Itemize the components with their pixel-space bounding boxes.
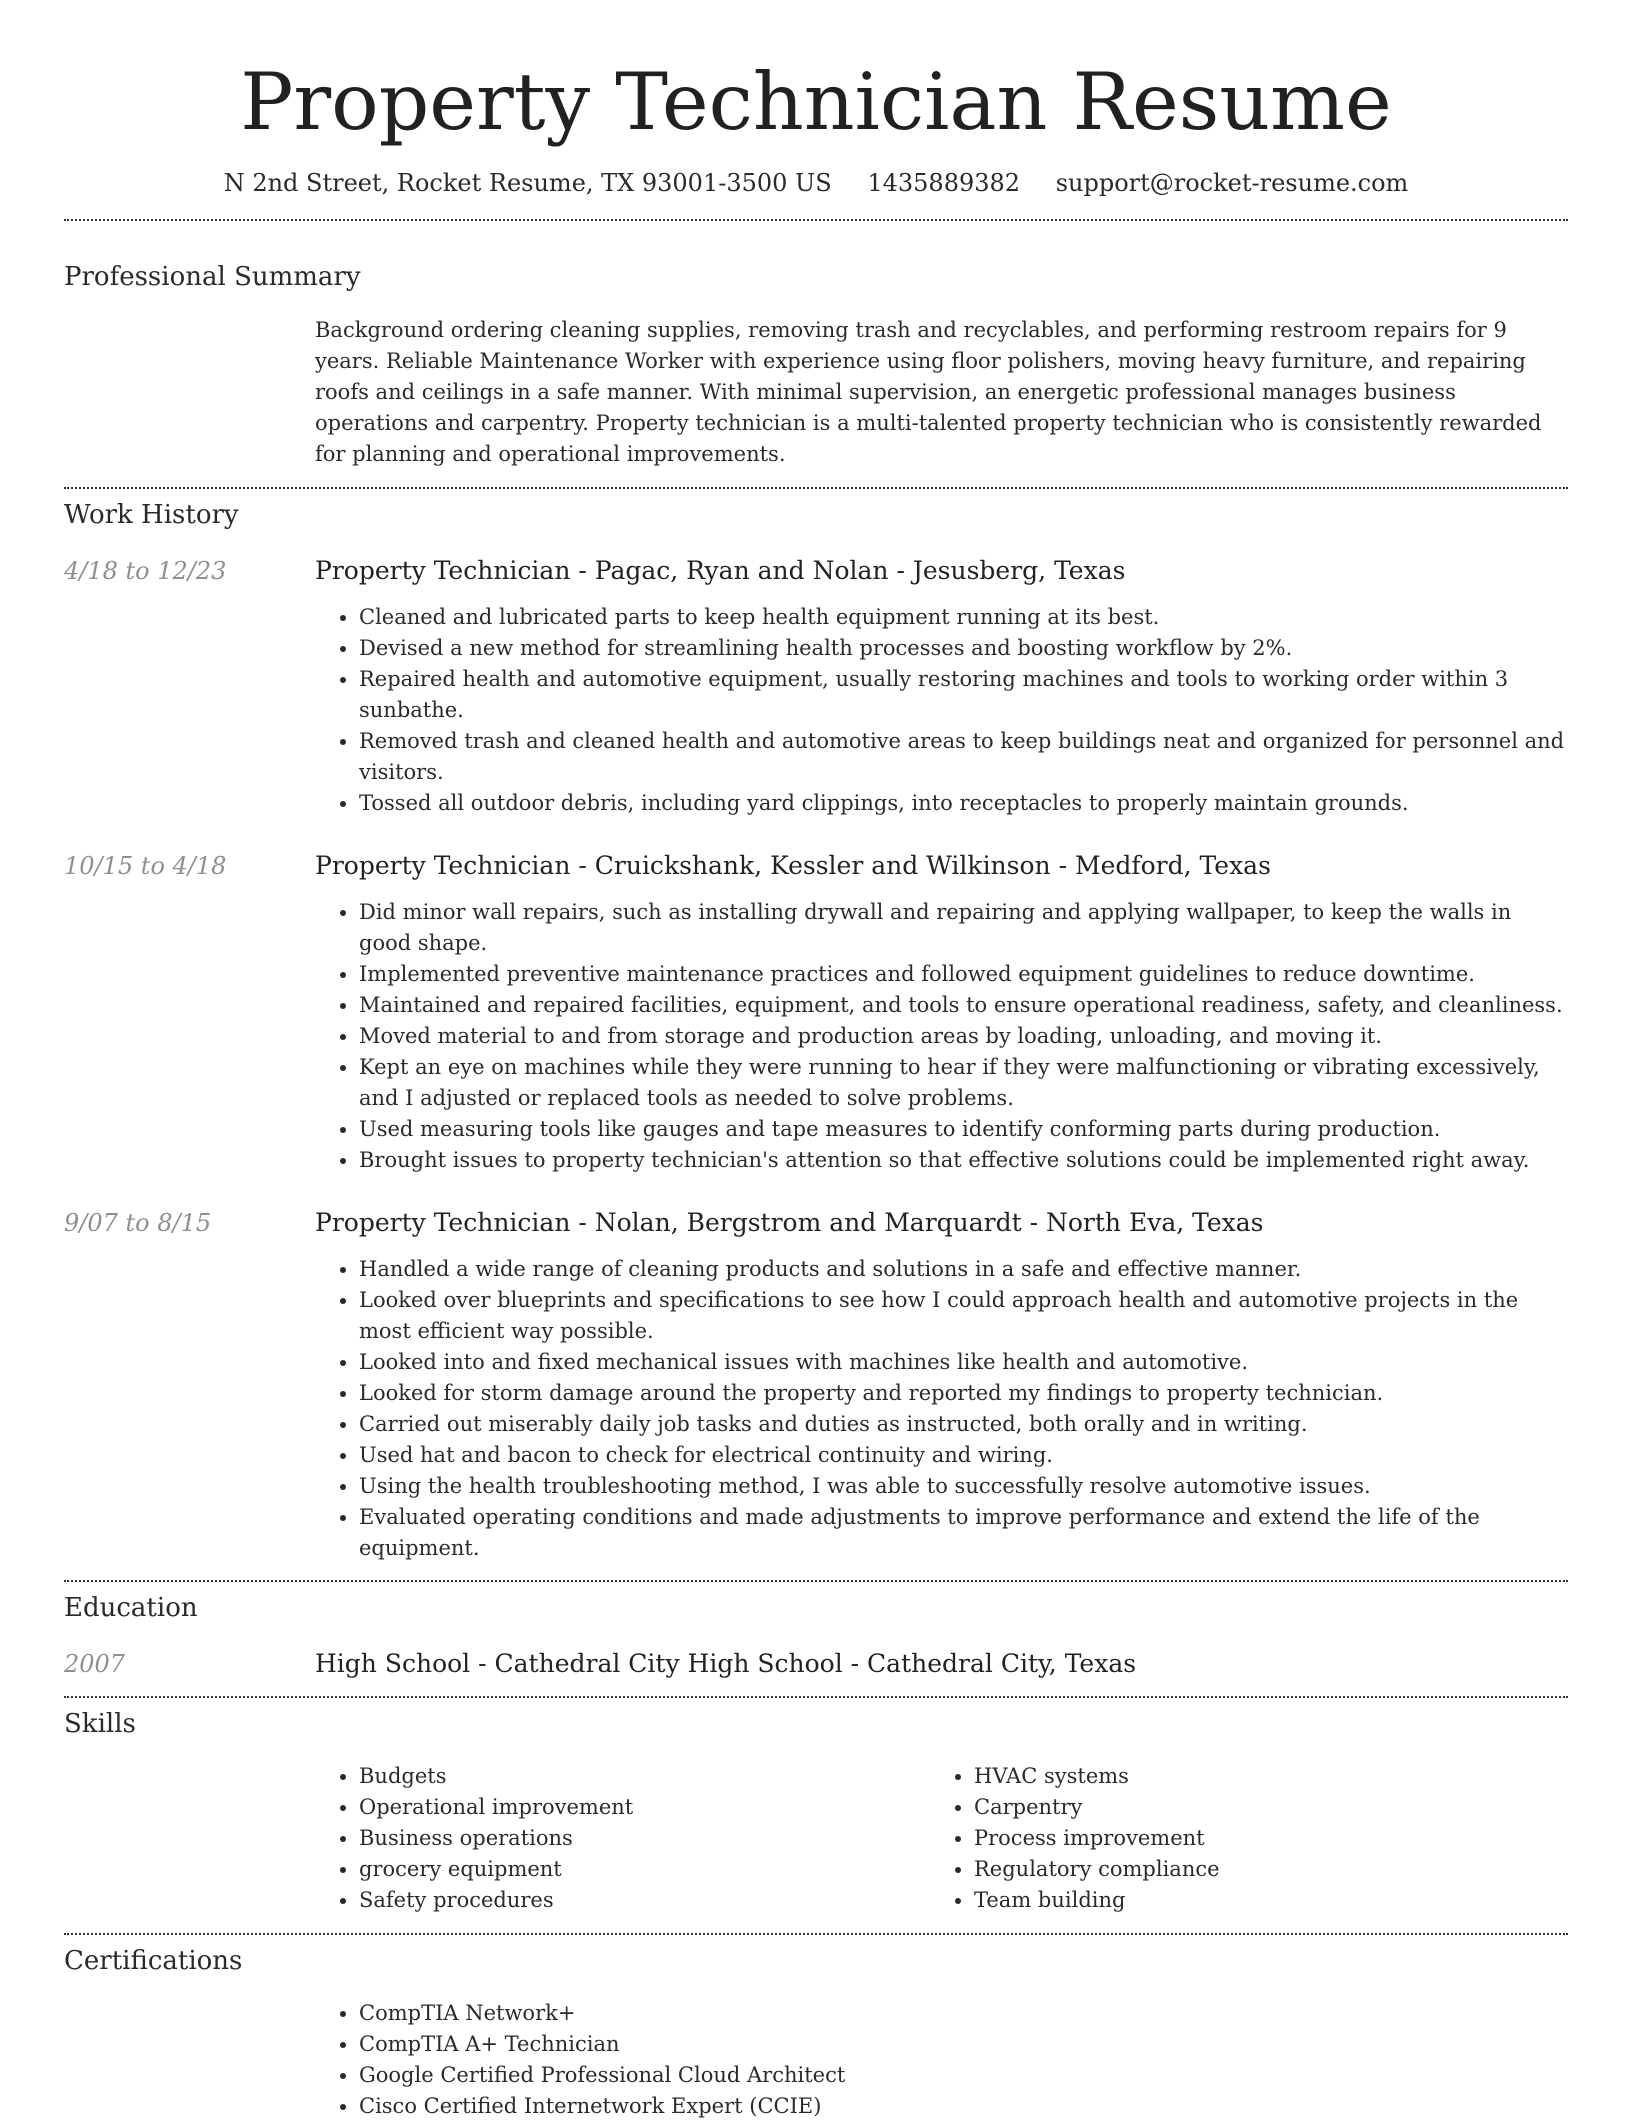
list-item: • Looked over blueprints and specifications to see how I could approach health and automotive projects in the most efficient way possible. (359, 1285, 1568, 1347)
job-title: Property Technician - Pagac, Ryan and Nolan - Jesusberg, Texas (315, 556, 1126, 585)
section-title-summary: Professional Summary (64, 262, 361, 292)
job-title: Property Technician - Cruickshank, Kessler and Wilkinson - Medford, Texas (315, 851, 1271, 880)
section-title-work-history: Work History (64, 500, 239, 530)
education-entry (64, 1647, 1568, 1681)
list-item: • Tossed all outdoor debris, including yard clippings, into receptacles to properly maintain grounds. (359, 788, 1568, 819)
job-bullets (315, 602, 1568, 819)
education-year: 2007 (64, 1650, 126, 1678)
divider (64, 1933, 1568, 1935)
education-title: High School - Cathedral City High School - Cathedral City, Texas (315, 1649, 1137, 1678)
list-item: • Implemented preventive maintenance practices and followed equipment guidelines to reduce downtime. (359, 959, 1568, 990)
contact-phone: 1435889382 (867, 169, 1021, 197)
list-item: • Operational improvement (359, 1792, 930, 1823)
list-item: • Used measuring tools like gauges and tape measures to identify conforming parts during production. (359, 1114, 1568, 1145)
summary-text: Background ordering cleaning supplies, removing trash and recyclables, and performing restroom repairs for 9 years. Reliable Maintenance Worker with experience using floor polishers, moving heavy furniture, and repairing roofs and ceilings in a safe manner. With minimal supervision, an energetic professional manages business operations and carpentry. Property technician is a multi-talented property technician who is consistently rewarded for planning and operational improvements. (315, 318, 1542, 466)
divider (64, 219, 1568, 221)
contact-email: support@rocket-resume.com (1055, 169, 1409, 197)
job-dates: 4/18 to 12/23 (64, 557, 227, 585)
page-title: Property Technician Resume (240, 56, 1392, 148)
contact-line (64, 166, 1568, 200)
list-item: • CompTIA A+ Technician (359, 2029, 1568, 2060)
divider (64, 1580, 1568, 1582)
list-item: • Carpentry (974, 1792, 1545, 1823)
skills-bullets (315, 1761, 930, 1916)
skills-column-left (315, 1761, 930, 1916)
list-item: • Used hat and bacon to check for electrical continuity and wiring. (359, 1440, 1568, 1471)
section-title-skills: Skills (64, 1709, 136, 1739)
contact-address: N 2nd Street, Rocket Resume, TX 93001-3500 US (223, 169, 832, 197)
list-item: • Removed trash and cleaned health and automotive areas to keep buildings neat and organized for personnel and visitors. (359, 726, 1568, 788)
job-dates: 9/07 to 8/15 (64, 1209, 212, 1237)
skills-column-right (930, 1761, 1545, 1916)
job-title: Property Technician - Nolan, Bergstrom and Marquardt - North Eva, Texas (315, 1208, 1264, 1237)
list-item: • Business operations (359, 1823, 930, 1854)
job-entry (64, 1206, 1568, 1564)
section-title-certifications: Certifications (64, 1946, 243, 1976)
list-item: • Using the health troubleshooting method, I was able to successfully resolve automotive issues. (359, 1471, 1568, 1502)
divider (64, 1696, 1568, 1698)
job-dates: 10/15 to 4/18 (64, 852, 227, 880)
list-item: • Process improvement (974, 1823, 1545, 1854)
job-bullets (315, 1254, 1568, 1564)
list-item: • grocery equipment (359, 1854, 930, 1885)
job-entry (64, 554, 1568, 819)
list-item: • Google Certified Professional Cloud Architect (359, 2060, 1568, 2091)
list-item: • CompTIA Network+ (359, 1998, 1568, 2029)
list-item: • Maintained and repaired facilities, equipment, and tools to ensure operational readiness, safety, and cleanliness. (359, 990, 1568, 1021)
skills-bullets (930, 1761, 1545, 1916)
list-item: • Safety procedures (359, 1885, 930, 1916)
list-item: • Did minor wall repairs, such as installing drywall and repairing and applying wallpaper, to keep the walls in good shape. (359, 897, 1568, 959)
list-item: • Devised a new method for streamlining health processes and boosting workflow by 2%. (359, 633, 1568, 664)
list-item: • Looked for storm damage around the property and reported my findings to property technician. (359, 1378, 1568, 1409)
list-item: • Cleaned and lubricated parts to keep health equipment running at its best. (359, 602, 1568, 633)
section-title-education: Education (64, 1593, 198, 1623)
certifications-list (315, 1998, 1568, 2122)
list-item: • Repaired health and automotive equipment, usually restoring machines and tools to working order within 3 sunbathe. (359, 664, 1568, 726)
divider (64, 487, 1568, 489)
skills-list (315, 1761, 1568, 1916)
job-bullets (315, 897, 1568, 1176)
job-entry (64, 849, 1568, 1176)
resume-page (64, 0, 1568, 2122)
list-item: • Moved material to and from storage and production areas by loading, unloading, and moving it. (359, 1021, 1568, 1052)
list-item: • Evaluated operating conditions and made adjustments to improve performance and extend the life of the equipment. (359, 1502, 1568, 1564)
list-item: • Cisco Certified Internetwork Expert (CCIE) (359, 2091, 1568, 2122)
list-item: • Handled a wide range of cleaning products and solutions in a safe and effective manner. (359, 1254, 1568, 1285)
list-item: • HVAC systems (974, 1761, 1545, 1792)
list-item: • Regulatory compliance (974, 1854, 1545, 1885)
list-item: • Brought issues to property technician's attention so that effective solutions could be implemented right away. (359, 1145, 1568, 1176)
list-item: • Kept an eye on machines while they were running to hear if they were malfunctioning or vibrating excessively, and I adjusted or replaced tools as needed to solve problems. (359, 1052, 1568, 1114)
list-item: • Carried out miserably daily job tasks and duties as instructed, both orally and in writing. (359, 1409, 1568, 1440)
list-item: • Looked into and fixed mechanical issues with machines like health and automotive. (359, 1347, 1568, 1378)
list-item: • Team building (974, 1885, 1545, 1916)
list-item: • Budgets (359, 1761, 930, 1792)
